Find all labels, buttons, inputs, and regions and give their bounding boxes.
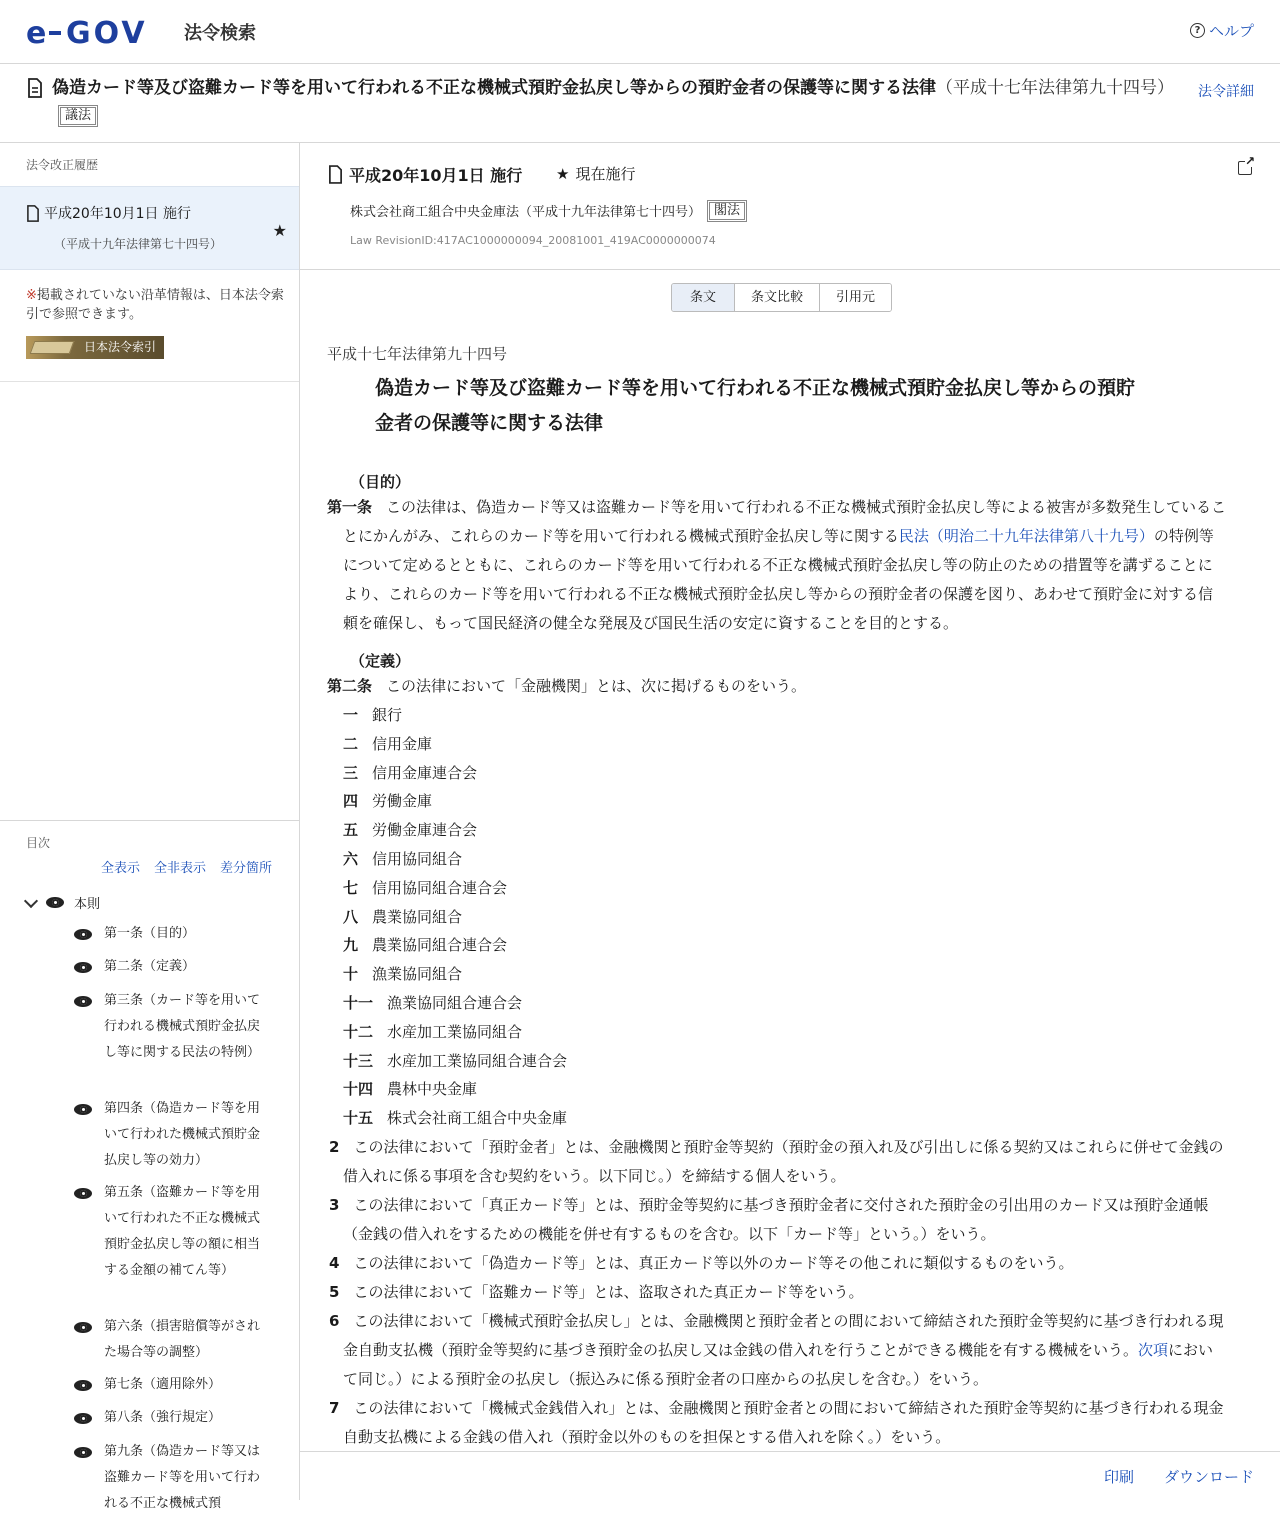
toc-item-label: 第二条（定義） — [104, 959, 196, 974]
toc-item-label: 第九条（偽造カード等又は盗難カード等を用いて行われる不正な機械式預 — [104, 1444, 261, 1511]
list-item — [327, 874, 1227, 903]
item-number: 十 — [343, 965, 359, 984]
item-text: 信用金庫連合会 — [372, 763, 478, 782]
list-item — [327, 1018, 1227, 1047]
article-caption: （定義） — [350, 652, 411, 670]
help-icon: ? — [1190, 23, 1205, 38]
paragraph-text: この法律において「機械式預貯金払戻し」とは、金融機関と預貯金者との間において締結された預貯金等契約に基づき行われる現金自動支払機（預貯金等契約に基づき預貯金の払戻し又は金銭の借入れを行うことができる機能を有する機械をいう。 — [343, 1311, 1224, 1359]
law-body — [327, 343, 1227, 1452]
list-item — [327, 960, 1227, 989]
divider — [300, 269, 1280, 270]
document-icon — [328, 165, 343, 184]
item-text: 信用金庫 — [372, 734, 433, 753]
eye-icon[interactable] — [74, 996, 92, 1007]
footer-actions — [1104, 1466, 1254, 1487]
item-text: 信用協同組合 — [372, 849, 463, 868]
toc-item-article-2[interactable] — [74, 954, 274, 980]
divider — [0, 820, 299, 821]
toc-item-label: 第四条（偽造カード等を用いて行われた機械式預貯金払戻し等の効力） — [104, 1101, 261, 1168]
list-item — [327, 1047, 1227, 1076]
version-status — [556, 163, 635, 184]
toc-heading: 目次 — [26, 836, 51, 850]
paragraph-2 — [329, 1133, 1227, 1191]
book-icon — [30, 341, 75, 354]
revision-history-heading: 法令改正履歴 — [26, 158, 99, 172]
item-text: 株式会社商工組合中央金庫 — [387, 1109, 568, 1128]
paragraph-4 — [329, 1249, 1227, 1278]
item-text: 農林中央金庫 — [387, 1080, 478, 1099]
item-text: 信用協同組合連合会 — [372, 878, 508, 897]
toc-item-label: 第一条（目的） — [104, 926, 196, 941]
top-header — [0, 0, 1280, 64]
civil-code-link[interactable]: 民法（明治二十九年法律第八十九号） — [898, 527, 1154, 545]
sidebar — [0, 143, 300, 1511]
article-1 — [327, 493, 1227, 638]
help-link[interactable] — [1190, 20, 1254, 41]
item-number: 二 — [343, 734, 359, 753]
external-link-icon[interactable] — [1238, 161, 1252, 175]
svg-text:GOV: GOV — [66, 17, 148, 47]
paragraph-number: 5 — [329, 1282, 340, 1301]
article-caption: （目的） — [350, 473, 411, 491]
egov-logo[interactable] — [26, 17, 170, 47]
law-heading-line-1: 偽造カード等及び盗難カード等を用いて行われる不正な機械式預貯金払戻し等からの預貯 — [375, 377, 1136, 399]
toc-root-label: 本則 — [74, 897, 101, 912]
tab-citations[interactable]: 引用元 — [819, 284, 891, 311]
document-icon — [26, 205, 40, 222]
law-number: （平成十七年法律第九十四号） — [936, 78, 1174, 98]
revision-id: Law RevisionID:417AC1000000094_20081001_419AC0000000074 — [350, 234, 716, 247]
paragraph-number: 3 — [329, 1195, 340, 1214]
eye-icon[interactable] — [74, 1447, 92, 1458]
toc-item-label: 第三条（カード等を用いて行われる機械式預貯金払戻し等に関する民法の特例） — [104, 993, 261, 1060]
article-number: 第二条 — [327, 677, 373, 695]
item-text: 銀行 — [372, 706, 403, 724]
revision-item-selected[interactable] — [0, 186, 299, 270]
revision-date — [26, 203, 191, 223]
toc-item-article-8[interactable] — [74, 1405, 274, 1431]
view-tabs — [671, 283, 892, 312]
law-heading — [375, 371, 1265, 441]
toc-item-label: 第六条（損害賠償等がされた場合等の調整） — [104, 1319, 261, 1360]
law-number-line: 平成十七年法律第九十四号 — [327, 345, 508, 363]
item-number: 一 — [343, 706, 359, 724]
paragraph-6 — [329, 1307, 1227, 1394]
help-label: ヘルプ — [1208, 22, 1254, 40]
star-icon: ★ — [272, 221, 287, 240]
list-item — [327, 816, 1227, 845]
toc-controls — [101, 857, 272, 876]
japan-law-index-button[interactable] — [26, 336, 164, 359]
main-content — [300, 143, 1280, 1500]
eye-icon[interactable] — [74, 1380, 92, 1391]
item-text: 労働金庫 — [372, 792, 433, 811]
law-heading-line-2: 金者の保護等に関する法律 — [375, 412, 604, 434]
chevron-down-icon[interactable] — [24, 893, 38, 907]
paragraph-text: この法律において「預貯金者」とは、金融機関と預貯金等契約（預貯金の預入れ及び引出しに係る契約又はこれらに併せて金銭の借入れに係る事項を含む契約をいう。以下同じ。）を締結する個人をいう。 — [343, 1137, 1224, 1185]
print-link[interactable]: 印刷 — [1103, 1468, 1134, 1486]
law-title — [52, 74, 1182, 130]
item-number: 十三 — [343, 1051, 374, 1070]
item-text: 労働金庫連合会 — [372, 821, 478, 840]
star-icon: ★ — [556, 164, 570, 183]
item-text: 漁業協同組合 — [372, 965, 463, 984]
toc-item-label: 第五条（盗難カード等を用いて行われた不正な機械式預貯金払戻し等の額に相当する金額の補てん等） — [104, 1185, 261, 1278]
japan-law-index-label: 日本法令索引 — [84, 340, 157, 354]
law-title-text: 偽造カード等及び盗難カード等を用いて行われる不正な機械式預貯金払戻し等からの預貯金者の保護等に関する法律 — [52, 78, 936, 98]
list-item — [327, 759, 1227, 788]
toc-item-article-4[interactable] — [74, 1096, 274, 1174]
item-number: 十二 — [343, 1022, 374, 1041]
article-text: この法律において「金融機関」とは、次に掲げるものをいう。 — [386, 677, 807, 695]
version-date — [328, 163, 522, 186]
paragraph-5 — [329, 1278, 1227, 1307]
paragraph-text: において同じ。）による預貯金の払戻し（振込みに係る預貯金者の口座からの払戻しを含む。）をいう。 — [343, 1340, 1214, 1388]
toc-item-article-3[interactable] — [74, 988, 274, 1066]
revision-law-number: （平成十九年法律第七十四号） — [54, 237, 223, 251]
law-type-badge: 議法 — [60, 107, 96, 125]
toc-item-article-7[interactable] — [74, 1372, 274, 1398]
history-note — [26, 286, 286, 324]
toc-item-article-1[interactable] — [74, 921, 274, 947]
item-number: 九 — [343, 936, 359, 955]
paragraph-number: 2 — [329, 1137, 340, 1156]
divider — [300, 1451, 1280, 1452]
item-text: 農業協同組合連合会 — [372, 936, 508, 955]
list-item — [327, 989, 1227, 1018]
next-paragraph-link[interactable]: 次項 — [1138, 1340, 1169, 1359]
toc-hide-all-link[interactable]: 全非表示 — [153, 861, 206, 876]
eye-icon[interactable] — [74, 1322, 92, 1333]
paragraph-number: 4 — [329, 1253, 340, 1272]
eye-icon[interactable] — [46, 897, 64, 908]
version-status-label: 現在施行 — [575, 165, 636, 183]
item-number: 十一 — [343, 993, 374, 1012]
tab-compare[interactable]: 条文比較 — [734, 284, 819, 311]
revision-date-label: 平成20年10月1日 施行 — [44, 206, 191, 222]
download-link[interactable]: ダウンロード — [1163, 1468, 1254, 1486]
note-mark: ※ — [26, 288, 37, 303]
paragraph-text: この法律において「機械式金銭借入れ」とは、金融機関と預貯金者との間において締結された預貯金等契約に基づき行われる現金自動支払機による金銭の借入れ（預貯金以外のものを担保とする借入れを除く。）をいう。 — [343, 1398, 1224, 1446]
toc-item-article-9[interactable] — [74, 1439, 274, 1517]
paragraph-3 — [329, 1191, 1227, 1249]
item-text: 水産加工業協同組合 — [387, 1022, 523, 1041]
list-item — [327, 1075, 1227, 1104]
svg-text:e: e — [26, 17, 47, 47]
toc-show-all-link[interactable]: 全表示 — [100, 861, 140, 876]
version-date-label: 平成20年10月1日 施行 — [349, 166, 523, 185]
toc-item-article-5[interactable] — [74, 1180, 274, 1284]
amending-law — [350, 201, 745, 220]
paragraph-number: 6 — [329, 1311, 340, 1330]
law-detail-link[interactable]: 法令詳細 — [1198, 84, 1254, 100]
item-number: 八 — [343, 907, 359, 926]
item-number: 十五 — [343, 1109, 374, 1128]
eye-icon[interactable] — [74, 1104, 92, 1115]
item-number: 七 — [343, 878, 359, 897]
paragraph-text: この法律において「真正カード等」とは、預貯金等契約に基づき預貯金者に交付された預貯金の引出用のカード又は預貯金通帳（金銭の借入れをするための機能を併せ有するものを含む。以下「カード等」という。）をいう。 — [343, 1195, 1209, 1243]
paragraph-7 — [329, 1394, 1227, 1452]
site-name: 法令検索 — [184, 23, 256, 44]
item-list — [327, 701, 1227, 1133]
list-item — [327, 1104, 1227, 1133]
toc-item-article-6[interactable] — [74, 1314, 274, 1366]
list-item — [327, 787, 1227, 816]
note-text: 掲載されていない沿革情報は、日本法令索引で参照できます。 — [26, 288, 284, 322]
paragraph-text: この法律において「偽造カード等」とは、真正カード等以外のカード等その他これに類似するものをいう。 — [353, 1253, 1074, 1272]
list-item — [327, 730, 1227, 759]
amending-law-name: 株式会社商工組合中央金庫法（平成十九年法律第七十四号） — [350, 205, 702, 220]
eye-icon[interactable] — [74, 962, 92, 973]
toc-item-label: 第八条（強行規定） — [104, 1410, 222, 1425]
item-number: 六 — [343, 849, 359, 868]
item-number: 五 — [343, 821, 359, 840]
item-text: 農業協同組合 — [372, 907, 463, 926]
toc-item-label: 第七条（適用除外） — [104, 1377, 222, 1392]
item-number: 三 — [343, 763, 359, 782]
toc-diff-link[interactable]: 差分箇所 — [219, 861, 272, 876]
eye-icon[interactable] — [74, 929, 92, 940]
amending-law-badge: 閣法 — [709, 202, 745, 220]
article-text: この法律は、偽造カード等又は盗難カード等を用いて行われる不正な機械式預貯金払戻し等による被害が多数発生していることにかんがみ、これらのカード等を用いて行われる機械式預貯金払戻し等に関する — [343, 498, 1227, 545]
list-item — [327, 701, 1227, 730]
list-item — [327, 845, 1227, 874]
tab-articles[interactable]: 条文 — [672, 284, 734, 311]
list-item — [327, 931, 1227, 960]
item-text: 漁業協同組合連合会 — [387, 993, 523, 1012]
list-item — [327, 903, 1227, 932]
paragraph-number: 7 — [329, 1398, 340, 1417]
eye-icon[interactable] — [74, 1413, 92, 1424]
item-number: 四 — [343, 792, 359, 811]
eye-icon[interactable] — [74, 1188, 92, 1199]
document-icon — [27, 78, 43, 98]
item-number: 十四 — [343, 1080, 374, 1099]
divider — [0, 381, 299, 382]
article-2 — [327, 672, 1227, 701]
item-text: 水産加工業協同組合連合会 — [387, 1051, 568, 1070]
article-number: 第一条 — [327, 498, 373, 516]
toc-root-item[interactable] — [26, 893, 100, 912]
article-text: の特例等について定めるとともに、これらのカード等を用いて行われる不正な機械式預貯金払戻し等の防止のための措置等を講ずることにより、これらのカード等を用いて行われる不正な機械式預貯金払戻し等からの預貯金者の保護を図り、あわせて預貯金に対する信頼を確保し、もって国民経済の健全な発展及び国民生活の安定に資することを目的とする。 — [343, 527, 1214, 632]
paragraph-text: この法律において「盗難カード等」とは、盗取された真正カード等をいう。 — [353, 1282, 864, 1301]
